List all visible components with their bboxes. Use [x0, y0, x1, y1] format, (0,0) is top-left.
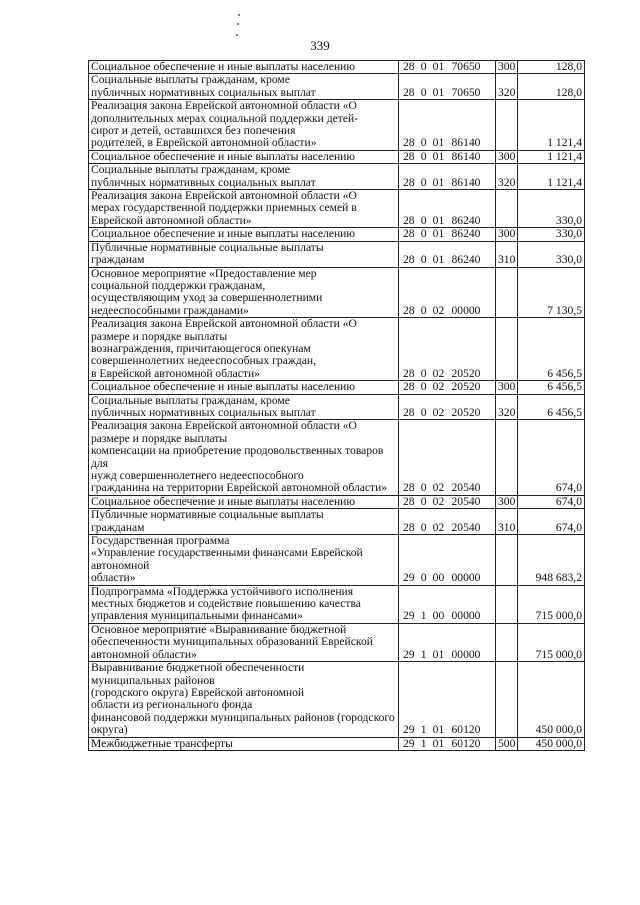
row-expense-type: 310	[496, 509, 518, 535]
code-subprogram: 0	[420, 520, 427, 534]
row-code-cell	[399, 495, 496, 508]
code-program: 28	[403, 85, 415, 99]
row-name-cell	[89, 241, 399, 267]
row-amount: 948 683,2	[518, 535, 585, 586]
table-row	[89, 623, 585, 661]
code-event: 02	[432, 520, 445, 534]
row-code-cell	[399, 61, 496, 74]
row-code-cell	[399, 662, 496, 737]
row-amount: 715 000,0	[518, 623, 585, 661]
row-expense-type: 320	[496, 164, 518, 190]
row-name: Реализация закона Еврейской автономной области «О мерах государственной поддержки приемных семей в Еврейской автономной области»	[91, 189, 357, 227]
row-expense-type: 300	[496, 61, 518, 74]
code-program: 28	[403, 227, 415, 241]
row-code-cell	[399, 150, 496, 163]
code-subprogram: 0	[420, 405, 427, 419]
table-row	[89, 164, 585, 190]
row-amount: 6 456,5	[518, 394, 585, 420]
table-row	[89, 74, 585, 100]
code-direction: 86240	[451, 227, 481, 241]
code-event: 01	[432, 737, 445, 750]
row-code-cell	[399, 381, 496, 394]
code-program: 28	[403, 520, 415, 534]
row-code-cell	[399, 737, 496, 750]
code-event: 02	[432, 405, 445, 419]
table-row	[89, 381, 585, 394]
row-amount: 674,0	[518, 420, 585, 495]
row-expense-type: 300	[496, 495, 518, 508]
row-name: Подпрограмма «Поддержка устойчивого исполнения местных бюджетов и содействие повышению качества управления муниципальными финансами»	[91, 585, 361, 623]
code-event: 00	[432, 571, 445, 585]
row-expense-type	[496, 623, 518, 661]
row-expense-type: 300	[496, 228, 518, 241]
row-expense-type: 300	[496, 381, 518, 394]
code-program: 28	[403, 213, 415, 227]
code-direction: 20540	[451, 495, 481, 508]
code-subprogram: 0	[420, 571, 427, 585]
code-subprogram: 0	[420, 253, 427, 267]
row-code-cell	[399, 164, 496, 190]
code-subprogram: 0	[420, 481, 427, 495]
code-direction: 00000	[451, 609, 481, 623]
row-name-cell	[89, 74, 399, 100]
table-row	[89, 662, 585, 737]
row-expense-type	[496, 267, 518, 318]
row-name-cell	[89, 662, 399, 737]
row-name-cell	[89, 228, 399, 241]
row-code-cell	[399, 74, 496, 100]
budget-table	[88, 60, 585, 751]
code-subprogram: 0	[420, 495, 427, 508]
code-event: 01	[432, 647, 445, 661]
row-amount: 450 000,0	[518, 662, 585, 737]
row-expense-type	[496, 100, 518, 151]
code-program: 28	[403, 405, 415, 419]
row-name-cell	[89, 100, 399, 151]
row-name: Реализация закона Еврейской автономной области «О размере и порядке выплаты вознаграждения, причитающегося опекунам совершеннолетних недееспособных граждан, в Еврейской автономной области»	[91, 317, 357, 380]
row-name-cell	[89, 267, 399, 318]
table-row	[89, 585, 585, 623]
code-program: 28	[403, 495, 415, 508]
budget-table-body	[89, 61, 585, 751]
code-program: 28	[403, 303, 415, 317]
code-subprogram: 1	[420, 609, 427, 623]
table-row	[89, 61, 585, 74]
code-direction: 86240	[451, 253, 481, 267]
table-row	[89, 190, 585, 228]
code-event: 01	[432, 723, 445, 737]
code-event: 00	[432, 609, 445, 623]
row-amount: 6 456,5	[518, 381, 585, 394]
row-expense-type: 500	[496, 737, 518, 750]
row-amount: 450 000,0	[518, 737, 585, 750]
code-direction: 20520	[451, 405, 481, 419]
row-expense-type: 320	[496, 74, 518, 100]
row-expense-type	[496, 190, 518, 228]
code-subprogram: 1	[420, 737, 427, 750]
row-code-cell	[399, 228, 496, 241]
row-name: Реализация закона Еврейской автономной области «О размере и порядке выплаты компенсации на приобретение продовольственных товаров для нужд совершеннолетнего недееспособного гражданина на территории Еврейской автономной области»	[91, 419, 388, 495]
code-program: 29	[403, 571, 415, 585]
row-amount: 715 000,0	[518, 585, 585, 623]
row-name-cell	[89, 318, 399, 381]
code-direction: 20520	[451, 366, 481, 380]
row-code-cell	[399, 318, 496, 381]
row-expense-type	[496, 318, 518, 381]
row-amount: 128,0	[518, 61, 585, 74]
code-direction: 70650	[451, 85, 481, 99]
code-direction: 60120	[451, 737, 481, 750]
table-row	[89, 228, 585, 241]
table-row	[89, 737, 585, 750]
code-event: 01	[432, 213, 445, 227]
row-name-cell	[89, 535, 399, 586]
row-name: Социальные выплаты гражданам, кроме публичных нормативных социальных выплат	[91, 394, 316, 419]
row-name: Публичные нормативные социальные выплаты гражданам	[91, 508, 324, 534]
code-subprogram: 0	[420, 366, 427, 380]
code-subprogram: 1	[420, 647, 427, 661]
code-direction: 20540	[451, 481, 481, 495]
row-code-cell	[399, 267, 496, 318]
code-program: 28	[403, 175, 415, 189]
row-code-cell	[399, 100, 496, 151]
code-subprogram: 0	[420, 380, 427, 394]
code-direction: 20540	[451, 520, 481, 534]
row-amount: 330,0	[518, 228, 585, 241]
code-event: 01	[432, 150, 445, 163]
row-code-cell	[399, 190, 496, 228]
row-name: Социальные выплаты гражданам, кроме публичных нормативных социальных выплат	[91, 73, 316, 99]
code-subprogram: 0	[420, 303, 427, 317]
row-code-cell	[399, 420, 496, 495]
code-event: 01	[432, 175, 445, 189]
code-program: 29	[403, 723, 415, 737]
row-name-cell	[89, 190, 399, 228]
code-direction: 00000	[451, 647, 481, 661]
row-name: Реализация закона Еврейской автономной области «О дополнительных мерах социальной поддержки детей- сирот и детей, оставшихся без попечения родителей, в Еврейской автономной области»	[91, 99, 359, 150]
code-program: 28	[403, 60, 415, 73]
code-direction: 00000	[451, 571, 481, 585]
row-expense-type	[496, 535, 518, 586]
row-amount: 674,0	[518, 509, 585, 535]
row-name-cell	[89, 394, 399, 420]
row-name: Межбюджетные трансферты	[91, 737, 233, 750]
code-event: 02	[432, 380, 445, 394]
row-name: Основное мероприятие «Выравнивание бюджетной обеспеченности муниципальных образований Еврейской автономной области»	[91, 623, 373, 661]
table-row	[89, 241, 585, 267]
row-name-cell	[89, 164, 399, 190]
row-name: Государственная программа «Управление государственными финансами Еврейской автономной области»	[91, 534, 363, 585]
row-name: Социальные выплаты гражданам, кроме публичных нормативных социальных выплат	[91, 163, 316, 189]
row-expense-type: 310	[496, 241, 518, 267]
code-program: 28	[403, 366, 415, 380]
row-name: Социальное обеспечение и иные выплаты населению	[91, 60, 356, 73]
row-name: Публичные нормативные социальные выплаты гражданам	[91, 241, 324, 267]
row-name-cell	[89, 495, 399, 508]
row-name-cell	[89, 585, 399, 623]
row-expense-type: 300	[496, 150, 518, 163]
row-code-cell	[399, 623, 496, 661]
row-code-cell	[399, 241, 496, 267]
row-expense-type	[496, 420, 518, 495]
row-name: Основное мероприятие «Предоставление мер социальной поддержки гражданам, осуществляющим уход за совершеннолетними недееспособными гражданами»	[91, 267, 323, 317]
code-direction: 20520	[451, 380, 481, 394]
code-subprogram: 0	[420, 175, 427, 189]
row-amount: 7 130,5	[518, 267, 585, 318]
table-row	[89, 509, 585, 535]
code-event: 02	[432, 366, 445, 380]
code-program: 29	[403, 609, 415, 623]
row-expense-type: 320	[496, 394, 518, 420]
row-amount: 6 456,5	[518, 318, 585, 381]
table-row	[89, 394, 585, 420]
row-code-cell	[399, 585, 496, 623]
code-direction: 00000	[451, 303, 481, 317]
code-event: 02	[432, 481, 445, 495]
row-code-cell	[399, 394, 496, 420]
row-amount: 674,0	[518, 495, 585, 508]
code-event: 02	[432, 303, 445, 317]
row-expense-type	[496, 662, 518, 737]
code-program: 28	[403, 481, 415, 495]
code-direction: 86240	[451, 213, 481, 227]
code-program: 29	[403, 647, 415, 661]
code-event: 02	[432, 495, 445, 508]
code-subprogram: 0	[420, 136, 427, 150]
code-direction: 70650	[451, 60, 481, 73]
code-direction: 86140	[451, 150, 481, 163]
code-subprogram: 1	[420, 723, 427, 737]
row-name-cell	[89, 623, 399, 661]
row-name-cell	[89, 737, 399, 750]
row-name-cell	[89, 420, 399, 495]
table-row	[89, 420, 585, 495]
table-row	[89, 495, 585, 508]
code-subprogram: 0	[420, 150, 427, 163]
code-program: 28	[403, 150, 415, 163]
code-subprogram: 0	[420, 227, 427, 241]
row-amount: 1 121,4	[518, 100, 585, 151]
row-amount: 1 121,4	[518, 164, 585, 190]
row-expense-type	[496, 585, 518, 623]
page-number: 339	[310, 38, 330, 53]
table-row	[89, 318, 585, 381]
table-row	[89, 535, 585, 586]
code-program: 28	[403, 136, 415, 150]
table-row	[89, 150, 585, 163]
code-direction: 86140	[451, 175, 481, 189]
row-amount: 128,0	[518, 74, 585, 100]
code-direction: 60120	[451, 723, 481, 737]
row-name: Выравнивание бюджетной обеспеченности муниципальных районов (городского округа) Еврейской автономной области из регионального фонда финансовой поддержки муниципальных районов (городского округа)	[91, 661, 395, 737]
row-name: Социальное обеспечение и иные выплаты населению	[91, 227, 356, 241]
row-amount: 330,0	[518, 241, 585, 267]
code-event: 01	[432, 60, 445, 73]
row-name-cell	[89, 509, 399, 535]
row-amount: 1 121,4	[518, 150, 585, 163]
row-name: Социальное обеспечение и иные выплаты населению	[91, 380, 356, 394]
code-subprogram: 0	[420, 60, 427, 73]
code-event: 01	[432, 85, 445, 99]
row-name: Социальное обеспечение и иные выплаты населению	[91, 495, 356, 508]
code-subprogram: 0	[420, 213, 427, 227]
code-program: 28	[403, 253, 415, 267]
code-direction: 86140	[451, 136, 481, 150]
code-event: 01	[432, 253, 445, 267]
row-name-cell	[89, 150, 399, 163]
row-code-cell	[399, 509, 496, 535]
row-name-cell	[89, 61, 399, 74]
code-program: 29	[403, 737, 415, 750]
code-program: 28	[403, 380, 415, 394]
row-amount: 330,0	[518, 190, 585, 228]
code-event: 01	[432, 136, 445, 150]
row-name-cell	[89, 381, 399, 394]
table-row	[89, 267, 585, 318]
table-row	[89, 100, 585, 151]
code-event: 01	[432, 227, 445, 241]
row-code-cell	[399, 535, 496, 586]
code-subprogram: 0	[420, 85, 427, 99]
row-name: Социальное обеспечение и иные выплаты населению	[91, 150, 356, 163]
